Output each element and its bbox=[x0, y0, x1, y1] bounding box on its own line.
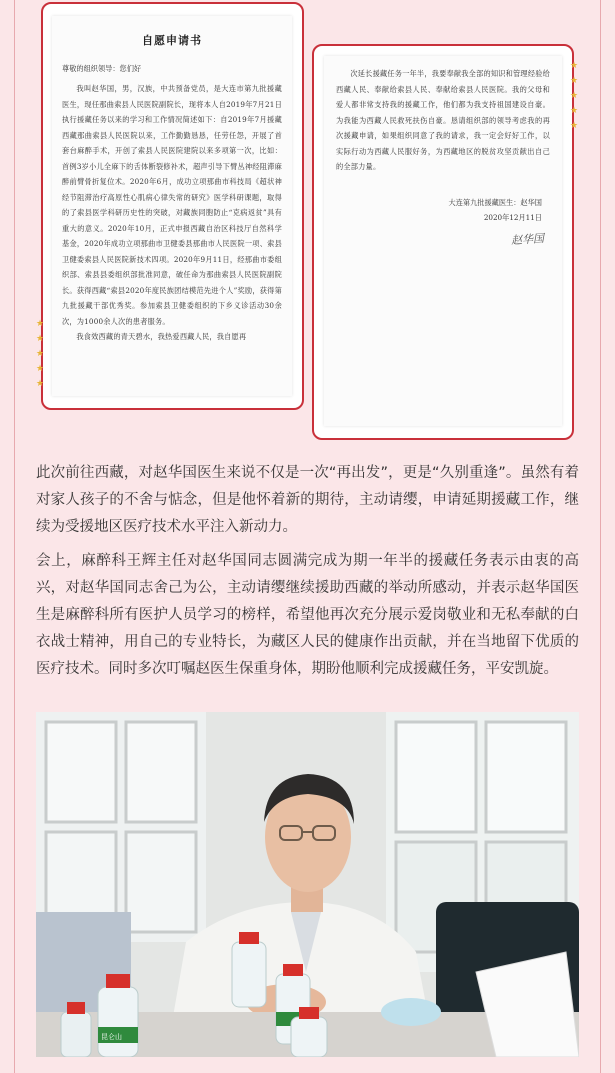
star-icon: ★ bbox=[570, 91, 579, 101]
star-icon: ★ bbox=[570, 76, 579, 86]
star-decoration-right bbox=[570, 62, 578, 131]
star-icon: ★ bbox=[36, 349, 45, 359]
handwritten-signature: 赵华国 bbox=[510, 231, 545, 248]
signature-block bbox=[336, 195, 550, 225]
star-icon: ★ bbox=[570, 121, 579, 131]
article-paragraph-1: 此次前往西藏，对赵华国医生来说不仅是一次“再出发”，更是“久别重逢”。虽然有着对家人孩子的不舍与惦念，但是他怀着新的期待，主动请缨，申请延期援藏工作，继续为受援地区医疗技术水平注入新动力。 bbox=[36, 465, 579, 535]
meeting-photo bbox=[36, 712, 579, 1057]
star-icon: ★ bbox=[570, 106, 579, 116]
article-paragraph-2: 会上，麻醉科王辉主任对赵华国同志圆满完成为期一年半的援藏任务表示由衷的高兴，对赵华国同志舍己为公，主动请缨继续援助西藏的举动所感动，并表示赵华国医生是麻醉科所有医护人员学习的榜样，希望他再次充分展示爱岗敬业和无私奉献的白衣战士精神，用自己的专业特长，为藏区人民的健康作出贡献，并在当地留下优质的医疗技术。同时多次叮嘱赵医生保重身体，期盼他顺利完成援藏任务，平安凯旋。 bbox=[36, 553, 579, 677]
signature-line: 大连第九批援藏医生：赵华国 bbox=[448, 197, 542, 207]
letter-paragraph: 我叫赵华国，男，汉族，中共预备党员，是大连市第九批援藏医生，现任那曲索县人民医院副院长，现将本人自2019年7月21日执行援藏任务以来的学习和工作情况简述如下：自2019年7月援藏西藏那曲索县人民医院以来，工作勤勤恳恳，任劳任怨，开展了首套台麻醉手术，开创了索县人民医院建院以来多项第一次，比如：首例3岁小儿全麻下的舌体断裂修补术，超声引导下臂丛神经阻滞麻醉前臂骨折复位术。2020年6月，成功立项那曲市科技局《超状神经节阻滞治疗高原性心肌病心律失常的研究》医学科研课题，取得的了索县医学科研历史性的突破，对藏族同胞防止“克病返贫”具有重大的意义。2020年10月，正式申报西藏自治区科技厅自然科学基金，2020年成功立项那曲市卫健委县那曲市人民医院一项、索县卫健委索县人民医院新技术四项。2020年9月11日，经那曲市委组织部、索县县委组织部批准同意，破任命为那曲索县人民医院副院长。获得西藏“索县2020年度民族团结模范先进个人”奖励，获得第九批援藏干部优秀奖。参加索县卫健委组织的下乡义诊活动30余次，为1000余人次的患者服务。 bbox=[62, 84, 282, 326]
star-decoration-left bbox=[36, 320, 44, 389]
star-icon: ★ bbox=[36, 334, 45, 344]
meeting-photo-illustration bbox=[36, 712, 579, 1057]
letter-salutation: 尊敬的组织领导：您们好 bbox=[62, 64, 142, 73]
application-letter-page-2 bbox=[324, 56, 562, 426]
bottle-label: 昆仑山 bbox=[101, 1033, 122, 1041]
letter-paragraph: 我食效西藏的青天碧水，我热爱西藏人民，我自愿再 bbox=[76, 332, 247, 341]
letter-title: 自愿申请书 bbox=[142, 34, 202, 47]
star-icon: ★ bbox=[36, 319, 45, 329]
letter-date: 2020年12月11日 bbox=[483, 212, 542, 222]
star-icon: ★ bbox=[36, 379, 45, 389]
water-bottle bbox=[232, 932, 266, 1007]
letter-paragraph: 次延长援藏任务一年半，我要奉献我全部的知识和管理经验给西藏人民、奉献给索县人民、奉献给索县人民医院。我的父母和爱人都非常支持我的援藏工作，他们都为我支持祖国建设自豪。为我能为西藏人民救死扶伤自豪。恳请组织部的领导考虑我的再次援藏申请，如果组织同意了我的请求，我一定会好好工作，以实际行动为西藏人民服好务，为西藏地区的脱贫攻坚贡献出自己的全部力量。 bbox=[336, 69, 550, 171]
star-icon: ★ bbox=[570, 61, 579, 71]
application-letter-page-1 bbox=[52, 16, 292, 396]
star-icon: ★ bbox=[36, 364, 45, 374]
